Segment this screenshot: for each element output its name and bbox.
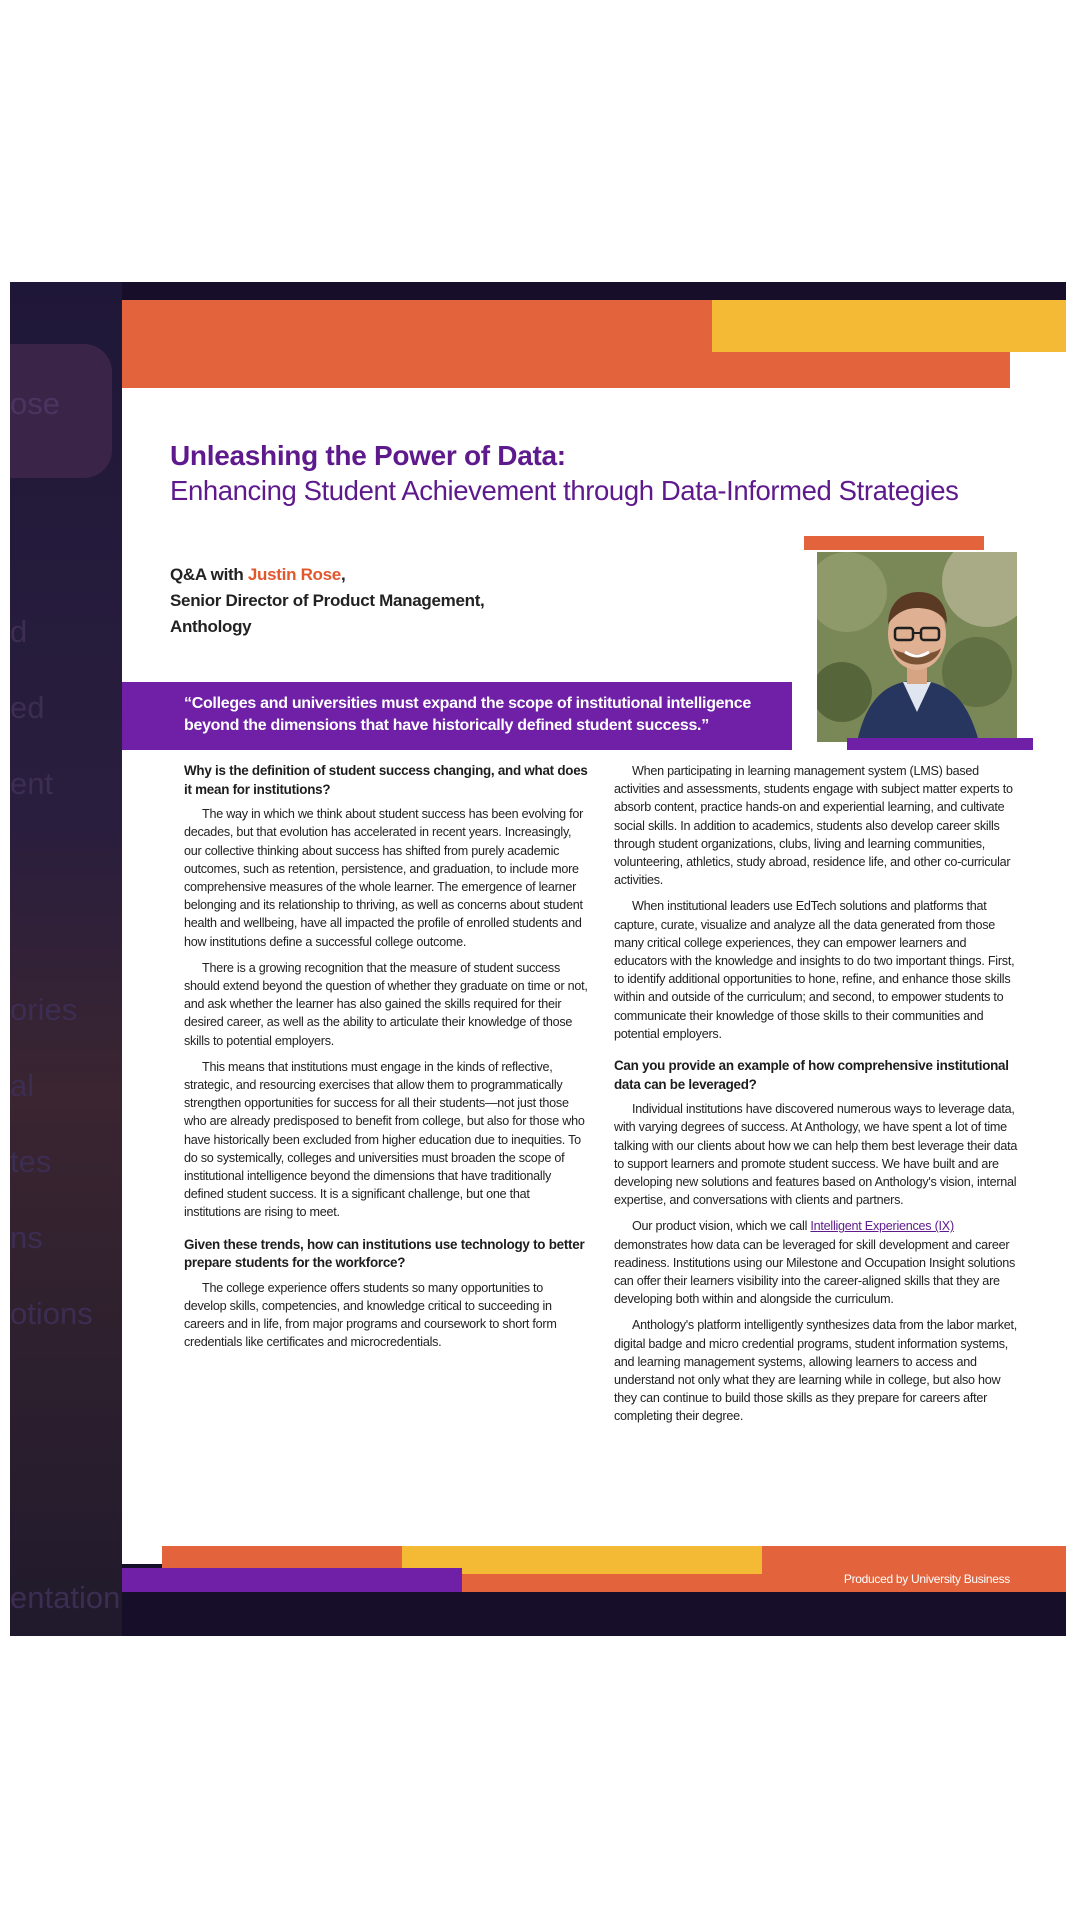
article-subtitle: Enhancing Student Achievement through Data-Informed Strategies [170, 475, 959, 506]
paragraph: The way in which we think about student success has been evolving for decades, but that evolution has accelerated in recent years. Increasingly, our collective thinking about success has shifted from purely academic outcomes, such as retention, persistence, and graduation, to include more comprehensive measures of the whole learner. The emergence of learner belonging and its relationship to thriving, as well as concerns about student health and wellbeing, have all impacted the profile of enrolled students and how institutions define a successful college outcome. [184, 807, 584, 949]
footer-credit: Produced by University Business [843, 1572, 1010, 1586]
pull-quote: “Colleges and universities must expand the scope of institutional intelligence beyond the dimensions that have historically defined student success.” [184, 695, 751, 734]
byline-org: Anthology [170, 617, 252, 636]
article-column-left [184, 762, 588, 1360]
footer-purple-bar [122, 1568, 462, 1592]
byline-role: Senior Director of Product Management, [170, 591, 485, 610]
background-tab-word: al [10, 1068, 35, 1103]
question-heading: Can you provide an example of how comprehensive institutional data can be leveraged? [614, 1058, 1009, 1092]
byline-name: Justin Rose [247, 565, 341, 584]
background-tab-word: ories [10, 992, 78, 1027]
portrait-photo [817, 552, 1017, 742]
paragraph: The college experience offers students so many opportunities to develop skills, competencies, and knowledge critical to succeeding in careers and in life, from major programs and coursework to short form credentials like certificates and microcredentials. [184, 1280, 557, 1350]
background-tab-word: ose [10, 386, 60, 421]
background-tab-word: ns [10, 1220, 43, 1255]
article-column-right [614, 762, 1018, 1434]
paragraph: There is a growing recognition that the measure of student success should extend beyond the question of whether they graduate on time or not, and ask whether the learner has also gained the skills required for their desired career, as well as the ability to articulate their knowledge of those skills to potential employers. [184, 960, 588, 1048]
paragraph-text: Our product vision, which we call [632, 1219, 811, 1234]
background-photo-strip [10, 282, 122, 1636]
byline [170, 562, 484, 640]
question-heading: Given these trends, how can institutions use technology to better prepare students for the workforce? [184, 1236, 585, 1271]
byline-prefix: Q&A with [170, 565, 248, 584]
background-tab-word: entation [10, 1580, 121, 1615]
intelligent-experiences-link[interactable]: Intelligent Experiences (IX) [810, 1219, 954, 1234]
paragraph: When participating in learning management system (LMS) based activities and assessments, students engage with subject matter experts to absorb content, practice hands-on and experiential learning, and cultivate social skills. In addition to academics, students also develop career skills through student organizations, clubs, living and learning communities, volunteering, athletics, study abroad, residence life, and other co-curricular activities. [614, 764, 1013, 888]
background-tab-word: tes [10, 1144, 52, 1179]
photo-accent-purple [847, 738, 1033, 750]
byline-comma: , [340, 565, 346, 584]
document-page [122, 300, 1066, 1636]
paragraph-text: demonstrates how data can be leveraged for skill development and career readiness. Institutions using our Milestone and Occupation Insight solutions can offer their learners visibility into the career-aligned skills that they are developing both within and alongside the curriculum. [614, 1237, 1016, 1307]
paragraph: This means that institutions must engage in the kinds of reflective, strategic, and resourcing exercises that allow them to programmatically strengthen opportunities for success for all their students—not just those who are already predisposed to benefit from college, but also for those who have historically been excluded from higher education due to inequities. To do so systemically, colleges and universities must broaden the scope of institutional intelligence beyond the dimensions that have traditionally defined student success. It is a significant challenge, but one that institutions are rising to meet. [184, 1059, 585, 1220]
paragraph: When institutional leaders use EdTech solutions and platforms that capture, curate, visualize and analyze all the data generated from those many critical college experiences, they can empower learners and educators with the knowledge and insights to do two important things. First, to identify additional opportunities to hone, refine, and enhance those skills within and outside of the curriculum; and second, to empower students to communicate their knowledge of those skills to their communities and potential employers. [614, 899, 1015, 1041]
paragraph: Individual institutions have discovered numerous ways to leverage data, with varying degrees of success. At Anthology, we have spent a lot of time talking with our clients about how we can help them best leverage their data to support learners and promote student success. We have built and are developing new solutions and features based on Anthology's vision, internal expertise, and conversations with clients and partners. [614, 1102, 1018, 1208]
question-heading: Why is the definition of student success changing, and what does it mean for institutions? [184, 763, 588, 797]
paragraph: Anthology's platform intelligently synthesizes data from the labor market, digital badge and micro credential programs, student information systems, and learning management systems, allowing learners to access and understand not only what they are learning while in college, but also how they can continue to build those skills as they prepare for careers after completing their degree. [614, 1318, 1017, 1424]
background-app [10, 282, 1066, 1636]
article-title: Unleashing the Power of Data: [170, 440, 566, 471]
background-tab-word: ed [10, 690, 45, 725]
background-tab-word: otions [10, 1296, 93, 1331]
header-yellow-bar [712, 300, 1066, 352]
paragraph [614, 1217, 1018, 1308]
photo-accent-orange [804, 536, 984, 550]
background-tab-word: ent [10, 766, 54, 801]
background-tab-word: d [10, 614, 28, 649]
